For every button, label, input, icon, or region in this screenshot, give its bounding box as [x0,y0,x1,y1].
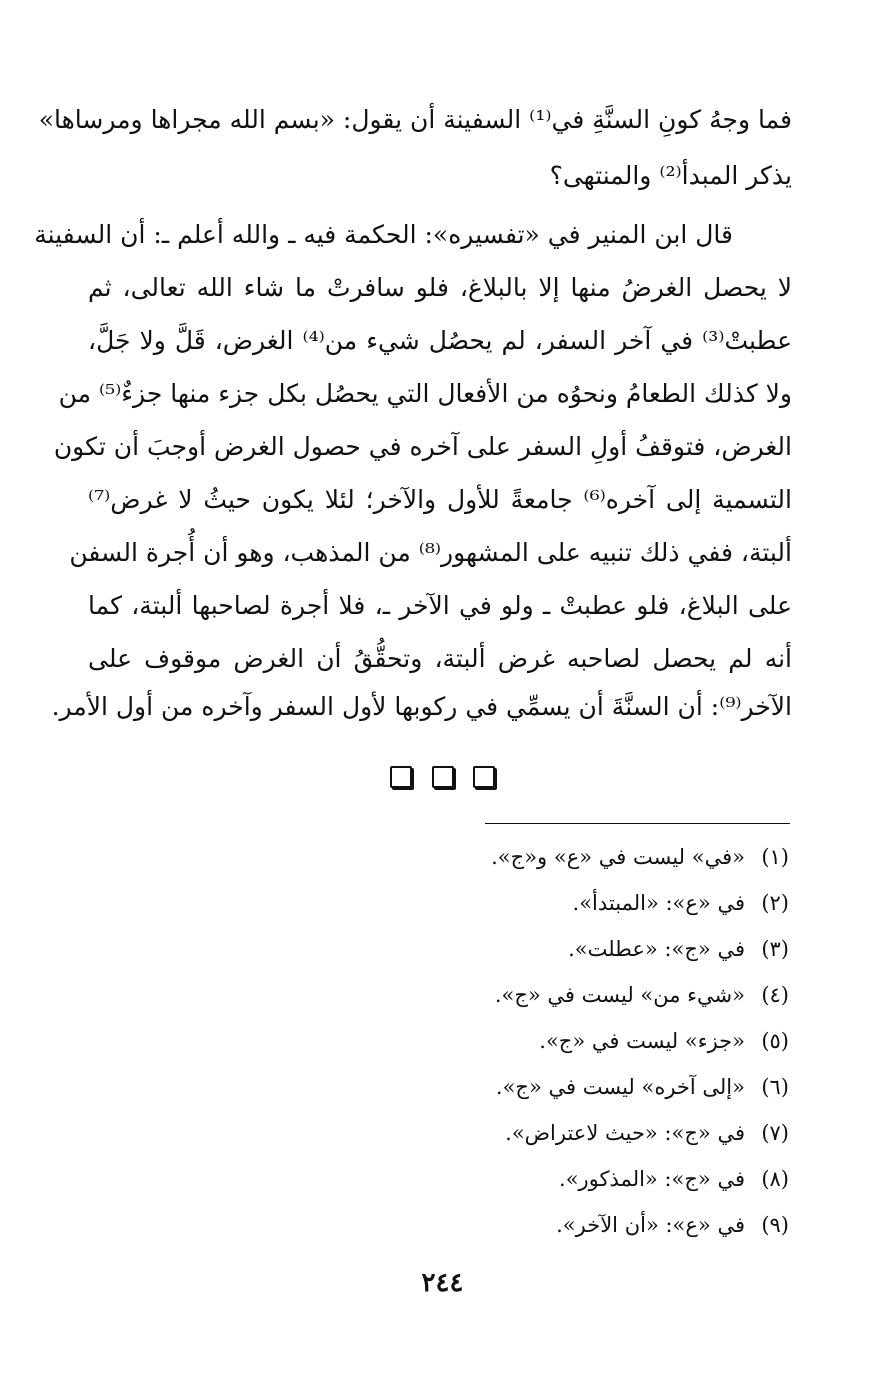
footnote-separator [485,823,790,824]
footnote-text: «في» ليست في «ع» و«ج». [491,845,745,869]
body-line: لا يحصل الغرضُ منها إلا بالبلاغ، فلو سافرتْ ما شاء الله تعالى، ثم [88,273,792,302]
body-line: ولا كذلك الطعامُ ونحوُه من الأفعال التي يحصُل بكل جزء منها جزءٌ⁽⁵⁾ من [58,379,792,408]
footnote-text: في «ج»: «عطلت». [568,937,745,961]
footnote-number: (٥) [761,1029,789,1053]
footnote-text: في «ع»: «المبتدأ». [572,891,745,915]
square-ornament-icon [390,766,412,788]
footnote-item [505,1116,789,1150]
footnote-number: (٣) [761,937,789,961]
footnote-item [539,1024,789,1058]
footnote-text: في «ج»: «المذكور». [559,1167,745,1191]
footnote-number: (٦) [761,1075,789,1099]
footnote-item [495,978,789,1012]
body-line: ألبتة، ففي ذلك تنبيه على المشهور⁽⁸⁾ من المذهب، وهو أن أُجرة السفن [69,538,792,567]
page-number: ٢٤٤ [421,1268,464,1298]
footnote-text: «شيء من» ليست في «ج». [494,983,745,1007]
footnote-text: في «ج»: «حيث لاعتراض». [505,1121,745,1145]
footnote-text: في «ع»: «أن الآخر». [556,1213,745,1237]
footnote-item [559,1162,789,1196]
body-line: الغرض، فتوقفُ أولِ السفر على آخره في حصول الغرض أوجبَ أن تكون [53,432,792,461]
body-line: فما وجهُ كونِ السنَّةِ في⁽¹⁾ السفينة أن يقول: «بسم الله مجراها ومرساها» [38,105,792,134]
footnote-item [573,886,789,920]
body-line: على البلاغ، فلو عطبتْ ـ ولو في الآخر ـ، فلا أجرة لصاحبها ألبتة، كما [88,591,792,620]
footnote-number: (٨) [761,1167,789,1191]
body-line: يذكر المبدأ⁽²⁾ والمنتهى؟ [549,161,792,190]
footnote-number: (٧) [761,1121,789,1145]
body-line: الآخر⁽⁹⁾: أن السنَّةَ أن يسمِّي في ركوبها لأول السفر وآخره من أول الأمر. [51,692,792,721]
footnote-text: «جزء» ليست في «ج». [539,1029,745,1053]
square-ornament-icon [432,766,454,788]
footnote-number: (١) [761,845,789,869]
section-divider-ornament [390,766,495,790]
footnote-item [556,1208,789,1242]
body-line: أنه لم يحصل لصاحبه غرض ألبتة، وتحقُّقُ أن الغرض موقوف على [88,644,792,673]
footnote-number: (٤) [761,983,789,1007]
footnote-item [491,840,789,874]
square-ornament-icon [473,766,495,788]
body-line: عطبتْ⁽³⁾ في آخر السفر، لم يحصُل شيء من⁽⁴⁾ الغرض، قَلَّ ولا جَلَّ، [88,326,792,355]
footnote-number: (٢) [761,891,789,915]
footnote-item [568,932,789,966]
footnote-number: (٩) [761,1213,789,1237]
body-line: قال ابن المنير في «تفسيره»: الحكمة فيه ـ والله أعلم ـ: أن السفينة [34,220,733,249]
body-line: التسمية إلى آخره⁽⁶⁾ جامعةً للأول والآخر؛ لئلا يكون حيثُ لا غرض⁽⁷⁾ [88,485,792,514]
footnote-text: «إلى آخره» ليست في «ج». [495,1075,745,1099]
footnote-item [496,1070,789,1104]
